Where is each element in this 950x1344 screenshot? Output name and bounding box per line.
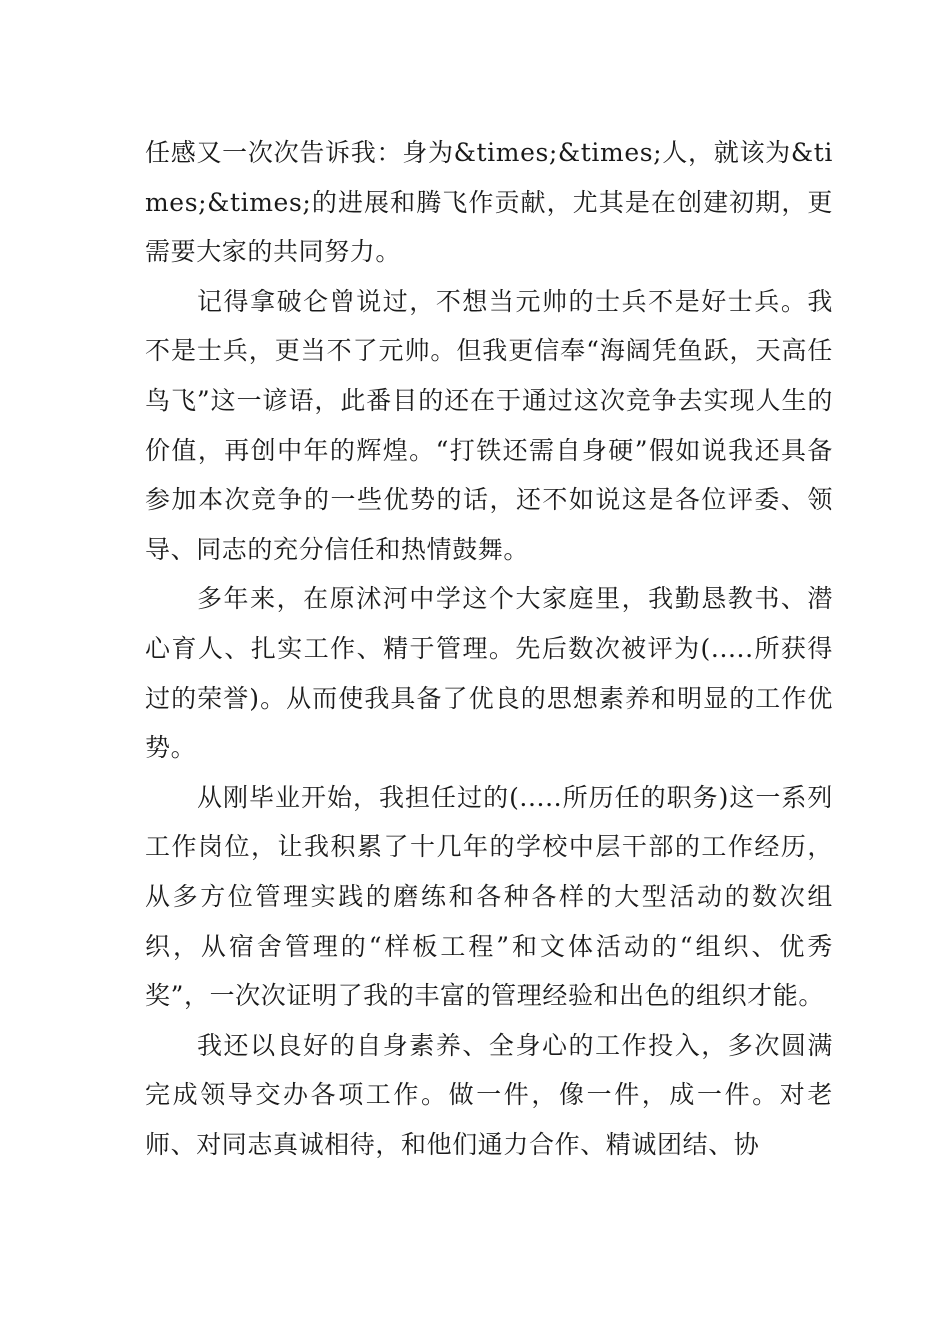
paragraph-4: 从刚毕业开始，我担任过的(.....所历任的职务)这一系列工作岗位，让我积累了十几年的学校中层干部的工作经历，从多方位管理实践的磨练和各种各样的大型活动的数次组织，从宿舍管理的“样板工程”和文体活动的“组织、优秀奖”，一次次证明了我的丰富的管理经验和出色的组织才能。	[145, 782, 833, 1011]
paragraph-2: 记得拿破仑曾说过，不想当元帅的士兵不是好士兵。我不是士兵，更当不了元帅。但我更信奉“海阔凭鱼跃，天高任鸟飞”这一谚语，此番目的还在于通过这次竞争去实现人生的价值，再创中年的辉煌。“打铁还需自身硬”假如说我还具备参加本次竞争的一些优势的话，还不如说这是各位评委、领导、同志的充分信任和热情鼓舞。	[145, 286, 833, 564]
paragraph-3: 多年来，在原沭河中学这个大家庭里，我勤恳教书、潜心育人、扎实工作、精于管理。先后数次被评为(.....所获得过的荣誉)。从而使我具备了优良的思想素养和明显的工作优势。	[145, 584, 833, 763]
paragraph-5: 我还以良好的自身素养、全身心的工作投入，多次圆满完成领导交办各项工作。做一件，像一件，成一件。对老师、对同志真诚相待，和他们通力合作、精诚团结、协	[145, 1030, 833, 1159]
document-body	[145, 128, 833, 1169]
paragraph-1: 任感又一次次告诉我：身为&times;&times;人，就该为&times;&times;的进展和腾飞作贡献，尤其是在创建初期，更需要大家的共同努力。	[145, 138, 833, 267]
